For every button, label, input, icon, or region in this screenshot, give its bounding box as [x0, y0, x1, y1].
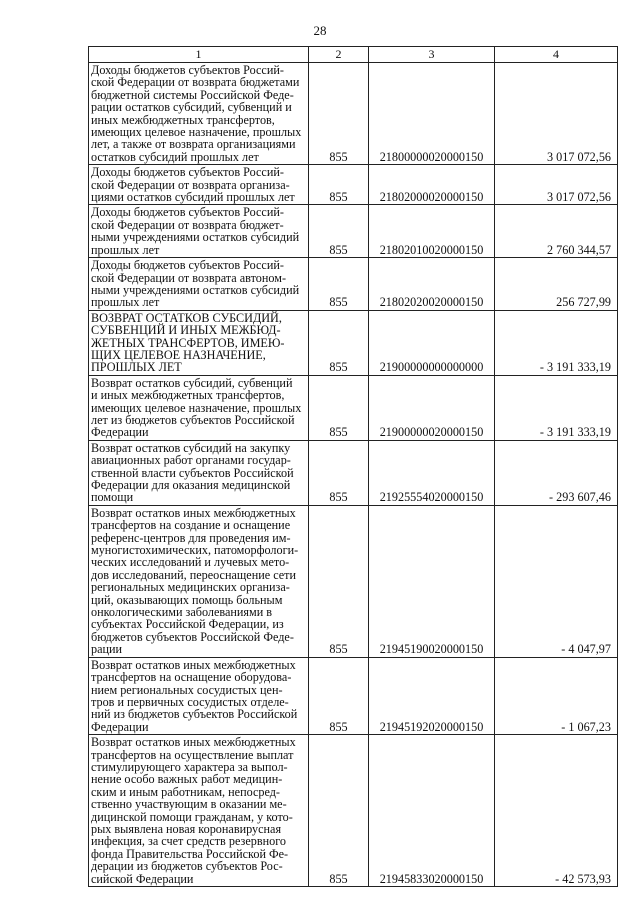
description-line: лет из бюджетов субъектов Российской	[91, 412, 295, 427]
description-line: Доходы бюджетов субъектов Россий-	[91, 205, 284, 220]
row-budget-code: 21945833020000150	[369, 735, 495, 887]
description-line: Возврат остатков иных межбюджетных	[91, 735, 296, 750]
row-amount: - 3 191 333,19	[495, 375, 618, 440]
row-amount: - 1 067,23	[495, 657, 618, 734]
description-line: тров и первичных сосудистых отделе-	[91, 694, 289, 709]
description-line: ными учреждениями остатков субсидий	[91, 282, 300, 297]
description-line: инфекция, за счет средств резервного	[91, 834, 286, 849]
row-admin-code: 855	[309, 735, 369, 887]
row-admin-code: 855	[309, 165, 369, 205]
row-description	[89, 657, 309, 734]
row-description	[89, 165, 309, 205]
table-header-row	[89, 47, 618, 63]
description-line: ВОЗВРАТ ОСТАТКОВ СУБСИДИЙ,	[91, 310, 282, 325]
description-line: ний из бюджетов субъектов Российской	[91, 707, 298, 722]
column-header-3: 3	[369, 47, 495, 63]
description-line: ческих исследований и лучевых мето-	[91, 555, 290, 570]
description-line: Федерации для оказания медицинской	[91, 478, 291, 492]
description-line: фонда Правительства Российской Фе-	[91, 846, 289, 861]
description-line: помощи	[91, 490, 134, 505]
table-row	[89, 735, 618, 887]
description-line: муногистохимических, патоморфологи-	[91, 543, 299, 558]
row-admin-code: 855	[309, 375, 369, 440]
description-line: циями остатков субсидий прошлых лет	[91, 190, 295, 205]
description-line: трансфертов на создание и оснащение	[91, 518, 291, 533]
row-admin-code: 855	[309, 205, 369, 258]
row-amount: 3 017 072,56	[495, 63, 618, 165]
row-budget-code: 21945192020000150	[369, 657, 495, 734]
row-budget-code: 21900000000000000	[369, 310, 495, 375]
row-amount: - 4 047,97	[495, 505, 618, 657]
description-line: рых выявлена новая коронавирусная	[91, 821, 282, 836]
description-line: Возврат остатков субсидий, субвенций	[91, 375, 293, 390]
description-line: бюджетной системы Российской Феде-	[91, 87, 294, 102]
row-amount: 2 760 344,57	[495, 205, 618, 258]
description-line: нение особо важных работ медицин-	[91, 772, 283, 787]
row-budget-code: 21900000020000150	[369, 375, 495, 440]
row-description	[89, 440, 309, 505]
row-budget-code: 21802000020000150	[369, 165, 495, 205]
description-line: бюджетов субъектов Российской Феде-	[91, 629, 294, 644]
description-line: ПРОШЛЫХ ЛЕТ	[91, 360, 182, 375]
description-line: субъектах Российской Федерации, из	[91, 617, 284, 632]
description-line: стимулирующего характера за выпол-	[91, 759, 288, 774]
description-line: рации	[91, 642, 123, 657]
table-row	[89, 165, 618, 205]
description-line: ЖЕТНЫХ ТРАНСФЕРТОВ, ИМЕЮ-	[91, 335, 285, 350]
table-row	[89, 505, 618, 657]
description-line: дерации из бюджетов субъектов Рос-	[91, 859, 283, 874]
row-amount: - 3 191 333,19	[495, 310, 618, 375]
row-description	[89, 735, 309, 887]
description-line: Доходы бюджетов субъектов Россий-	[91, 258, 284, 273]
description-line: дов исследований, переоснащение сети	[91, 567, 297, 582]
row-admin-code: 855	[309, 310, 369, 375]
description-line: остатков субсидий прошлых лет	[91, 149, 259, 164]
description-line: лет, а также от возврата организациями	[91, 137, 296, 152]
row-budget-code: 21800000020000150	[369, 63, 495, 165]
table-row	[89, 258, 618, 311]
table-row	[89, 205, 618, 258]
description-line: Доходы бюджетов субъектов Россий-	[91, 165, 284, 180]
table-row	[89, 440, 618, 505]
description-line: имеющих целевое назначение, прошлых	[91, 125, 302, 140]
row-description	[89, 310, 309, 375]
description-line: референс-центров для проведения им-	[91, 530, 291, 545]
description-line: прошлых лет	[91, 295, 160, 310]
description-line: Возврат остатков субсидий на закупку	[91, 440, 291, 455]
row-admin-code: 855	[309, 258, 369, 311]
description-line: сийской Федерации	[91, 871, 194, 886]
row-admin-code: 855	[309, 657, 369, 734]
row-admin-code: 855	[309, 505, 369, 657]
description-line: авиационных работ органами государ-	[91, 453, 291, 468]
row-description	[89, 375, 309, 440]
description-line: ской Федерации от возврата автоном-	[91, 270, 287, 285]
revenue-table	[88, 46, 618, 887]
row-budget-code: 21945190020000150	[369, 505, 495, 657]
table-row	[89, 375, 618, 440]
column-header-4: 4	[495, 47, 618, 63]
table-row	[89, 310, 618, 375]
table-row	[89, 63, 618, 165]
description-line: рации остатков субсидий, субвенций и	[91, 100, 292, 115]
row-description	[89, 205, 309, 258]
description-line: ственной власти субъектов Российской	[91, 465, 294, 480]
description-line: ским и иным работникам, непосред-	[91, 784, 280, 799]
description-line: региональных медицинских организа-	[91, 580, 290, 595]
description-line: трансфертов на осуществление выплат	[91, 747, 294, 762]
row-amount: 256 727,99	[495, 258, 618, 311]
row-amount: 3 017 072,56	[495, 165, 618, 205]
row-admin-code: 855	[309, 63, 369, 165]
description-line: Федерации	[91, 719, 149, 734]
table-row	[89, 657, 618, 734]
row-description	[89, 63, 309, 165]
description-line: и иных межбюджетных трансфертов,	[91, 388, 285, 403]
description-line: Возврат остатков иных межбюджетных	[91, 657, 296, 672]
description-line: трансфертов на оснащение оборудова-	[91, 670, 292, 685]
description-line: прошлых лет	[91, 242, 160, 257]
description-line: ской Федерации от возврата бюджет-	[91, 217, 284, 232]
row-budget-code: 21925554020000150	[369, 440, 495, 505]
description-line: ской Федерации от возврата организа-	[91, 177, 290, 192]
page-number: 28	[313, 23, 327, 38]
description-line: Возврат остатков иных межбюджетных	[91, 505, 296, 520]
description-line: иных межбюджетных трансфертов,	[91, 112, 275, 127]
description-line: СУБВЕНЦИЙ И ИНЫХ МЕЖБЮД-	[91, 323, 281, 338]
description-line: ской Федерации от возврата бюджетами	[91, 75, 300, 90]
description-line: Доходы бюджетов субъектов Россий-	[91, 63, 284, 77]
description-line: онкологическими заболеваниями в	[91, 605, 273, 620]
column-header-1: 1	[89, 47, 309, 63]
row-amount: - 42 573,93	[495, 735, 618, 887]
row-description	[89, 258, 309, 311]
row-budget-code: 21802020020000150	[369, 258, 495, 311]
description-line: ственно участвующим в оказании ме-	[91, 797, 287, 812]
row-admin-code: 855	[309, 440, 369, 505]
description-line: дицинской помощи гражданам, у кото-	[91, 809, 293, 824]
row-amount: - 293 607,46	[495, 440, 618, 505]
description-line: Федерации	[91, 425, 149, 440]
description-line: нием региональных сосудистых цен-	[91, 682, 283, 697]
column-header-2: 2	[309, 47, 369, 63]
description-line: ными учреждениями остатков субсидий	[91, 230, 300, 245]
description-line: ций, оказывающих помощь больным	[91, 592, 283, 607]
row-budget-code: 21802010020000150	[369, 205, 495, 258]
description-line: ЩИХ ЦЕЛЕВОЕ НАЗНАЧЕНИЕ,	[91, 347, 266, 362]
description-line: имеющих целевое назначение, прошлых	[91, 400, 302, 415]
row-description	[89, 505, 309, 657]
